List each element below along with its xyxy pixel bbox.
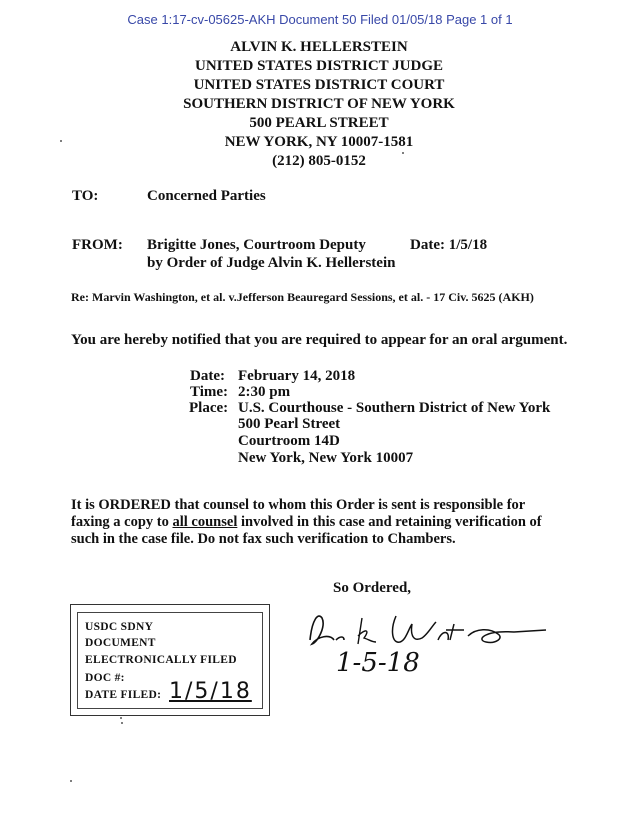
stamp-line-5: DATE FILED: bbox=[85, 689, 162, 701]
to-value: Concerned Parties bbox=[147, 188, 266, 204]
notice-text: You are hereby notified that you are required to appear for an oral argument. bbox=[71, 332, 568, 348]
letterhead-street: 500 PEARL STREET bbox=[249, 115, 389, 131]
letterhead-district: SOUTHERN DISTRICT OF NEW YORK bbox=[183, 96, 455, 112]
from-line1: Brigitte Jones, Courtroom Deputy bbox=[147, 237, 366, 253]
to-label: TO: bbox=[72, 188, 99, 204]
letterhead-city: NEW YORK, NY 10007-1581 bbox=[224, 134, 414, 150]
order-line1: It is ORDERED that counsel to whom this Order is sent is responsible for bbox=[71, 497, 526, 513]
letterhead-court: UNITED STATES DISTRICT COURT bbox=[193, 77, 445, 93]
case-header: Case 1:17-cv-05625-AKH Document 50 Filed 01/05/18 Page 1 of 1 bbox=[127, 12, 513, 27]
all-counsel-underlined: all counsel bbox=[172, 514, 238, 530]
usdc-sdny-stamp bbox=[70, 604, 270, 716]
from-line2: by Order of Judge Alvin K. Hellerstein bbox=[147, 255, 396, 271]
hearing-time-label: Time: bbox=[190, 384, 229, 400]
stamp-line-3: ELECTRONICALLY FILED bbox=[85, 654, 237, 666]
hearing-date-label: Date: bbox=[190, 368, 225, 384]
stamp-line-1: USDC SDNY bbox=[85, 621, 154, 633]
so-ordered: So Ordered, bbox=[333, 580, 412, 596]
hearing-place-label: Place: bbox=[189, 400, 229, 416]
re-line: Re: Marvin Washington, et al. v.Jefferson Beauregard Sessions, et al. - 17 Civ. 5625 (AKH) bbox=[71, 290, 534, 304]
hearing-place-line2: 500 Pearl Street bbox=[238, 416, 341, 432]
from-label: FROM: bbox=[72, 237, 123, 253]
letterhead-title: UNITED STATES DISTRICT JUDGE bbox=[195, 58, 443, 74]
signature-date: 1-5-18 bbox=[336, 648, 420, 678]
letterhead-judge-name: ALVIN K. HELLERSTEIN bbox=[230, 39, 408, 55]
order-line2: faxing a copy to all counsel involved in this case and retaining verification of bbox=[71, 514, 542, 530]
hearing-place-line4: New York, New York 10007 bbox=[238, 450, 414, 466]
stamp-line-4: DOC #: bbox=[85, 672, 125, 684]
hearing-time: 2:30 pm bbox=[238, 384, 291, 400]
stamp-line-2: DOCUMENT bbox=[85, 637, 156, 649]
hearing-place-line1: U.S. Courthouse - Southern District of New York bbox=[238, 400, 551, 416]
letterhead-phone: (212) 805-0152 bbox=[272, 153, 366, 169]
hearing-place-line3: Courtroom 14D bbox=[238, 433, 340, 449]
stamp-handwritten-date: 1/5/18 bbox=[169, 679, 252, 704]
hearing-date: February 14, 2018 bbox=[238, 368, 356, 384]
letterhead bbox=[0, 38, 640, 171]
memo-date: Date: 1/5/18 bbox=[410, 237, 488, 253]
order-line3: such in the case file. Do not fax such verification to Chambers. bbox=[71, 531, 456, 547]
